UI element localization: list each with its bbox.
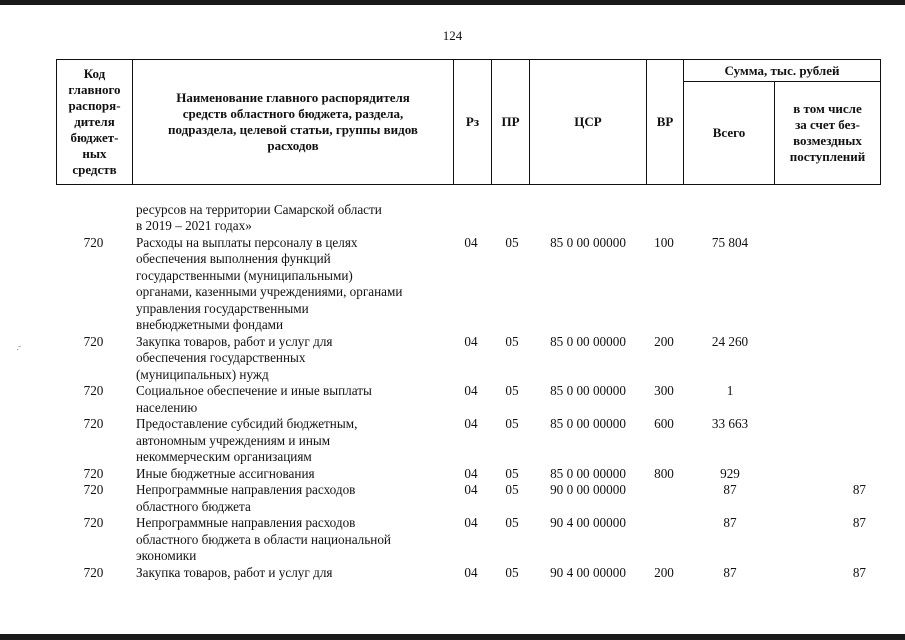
header-pr: ПР	[501, 114, 520, 129]
cell-pr: 05	[505, 564, 519, 580]
table-row	[56, 383, 881, 416]
scan-border-bottom	[0, 634, 905, 640]
header-rz: Рз	[465, 114, 480, 129]
cell-code: 720	[83, 333, 104, 349]
cell-total: 33 663	[711, 416, 749, 431]
cell-name: Закупка товаров, работ и услуг для	[136, 564, 333, 580]
cell-pr: 05	[505, 383, 519, 398]
cell-total: 87	[723, 564, 737, 580]
cell-pr: 05	[505, 234, 519, 250]
cell-csr: 85 0 00 00000	[550, 234, 626, 250]
cell-total: 87	[723, 482, 737, 497]
cell-name: Социальное обеспечение и иные выплаты населению	[136, 383, 372, 415]
cell-name: Расходы на выплаты персоналу в целях обеспечения выполнения функций государственными (муниципальными) органами, казенными учреждениями, органами управления государственными внебюджетными фондами	[136, 234, 403, 332]
cell-vr: 100	[654, 234, 674, 250]
table-row	[56, 235, 881, 334]
cell-csr: 90 4 00 00000	[550, 564, 626, 580]
cell-csr: 85 0 00 00000	[550, 416, 626, 431]
table-row	[56, 515, 881, 565]
cell-csr: 85 0 00 00000	[550, 333, 626, 349]
table-row	[56, 185, 881, 235]
cell-code: 720	[83, 564, 104, 580]
table-body	[56, 185, 881, 581]
header-code: Код главного распоря- дителя бюджет- ных средств	[68, 66, 121, 177]
cell-name: ресурсов на территории Самарской области в 2019 – 2021 годах»	[136, 201, 382, 233]
cell-grant: 87	[852, 482, 866, 497]
cell-name: Закупка товаров, работ и услуг для обеспечения государственных (муниципальных) нужд	[136, 333, 333, 382]
cell-csr: 85 0 00 00000	[550, 383, 626, 398]
cell-code: 720	[83, 515, 104, 530]
cell-pr: 05	[505, 515, 519, 530]
header-grant: в том числе за счет без- возмездных поступлений	[789, 101, 866, 164]
table-row	[56, 466, 881, 483]
header-total: Всего	[712, 125, 746, 140]
cell-vr: 800	[654, 465, 674, 481]
cell-pr: 05	[505, 465, 519, 481]
cell-vr: 200	[654, 333, 674, 349]
cell-code: 720	[83, 416, 104, 431]
cell-total: 75 804	[711, 234, 749, 250]
cell-rz: 04	[464, 465, 478, 481]
cell-rz: 04	[464, 383, 478, 398]
cell-code: 720	[83, 465, 104, 481]
page-number: 124	[442, 28, 463, 43]
cell-vr: 300	[654, 383, 674, 398]
table-row	[56, 334, 881, 384]
table-row	[56, 416, 881, 466]
cell-pr: 05	[505, 333, 519, 349]
cell-csr: 85 0 00 00000	[550, 465, 626, 481]
cell-csr: 90 0 00 00000	[550, 482, 626, 497]
cell-name: Непрограммные направления расходов областного бюджета	[136, 482, 356, 514]
cell-name: Непрограммные направления расходов областного бюджета в области национальной экономики	[136, 515, 391, 563]
cell-rz: 04	[464, 482, 478, 497]
cell-total: 24 260	[711, 333, 749, 349]
cell-rz: 04	[464, 416, 478, 431]
cell-name: Иные бюджетные ассигнования	[136, 465, 315, 481]
cell-code: 720	[83, 234, 104, 250]
header-sum: Сумма, тыс. рублей	[724, 62, 840, 78]
cell-name: Предоставление субсидий бюджетным, автономным учреждениям и иным некоммерческим организациям	[136, 416, 358, 464]
table-row	[56, 482, 881, 515]
cell-rz: 04	[464, 564, 478, 580]
cell-vr: 200	[654, 564, 674, 580]
cell-rz: 04	[464, 234, 478, 250]
cell-total: 1	[726, 383, 734, 398]
cell-rz: 04	[464, 515, 478, 530]
cell-total: 87	[723, 515, 737, 530]
cell-code: 720	[83, 383, 104, 398]
table-header	[56, 59, 881, 185]
header-name: Наименование главного распорядителя средств областного бюджета, раздела, подраздела, целевой статьи, группы видов расходов	[168, 90, 418, 153]
cell-pr: 05	[505, 482, 519, 497]
header-csr: ЦСР	[574, 114, 602, 129]
table-row	[56, 565, 881, 582]
cell-total: 929	[720, 465, 740, 481]
header-vr: ВР	[656, 114, 674, 129]
cell-csr: 90 4 00 00000	[550, 515, 626, 530]
cell-rz: 04	[464, 333, 478, 349]
cell-grant: 87	[852, 515, 866, 530]
scan-border-top	[0, 0, 905, 5]
cell-code: 720	[83, 482, 104, 497]
cell-code	[56, 185, 131, 202]
cell-grant: 87	[852, 564, 866, 580]
cell-pr: 05	[505, 416, 519, 431]
scan-artifact: ·ˉ	[14, 343, 24, 355]
cell-vr: 600	[654, 416, 674, 431]
